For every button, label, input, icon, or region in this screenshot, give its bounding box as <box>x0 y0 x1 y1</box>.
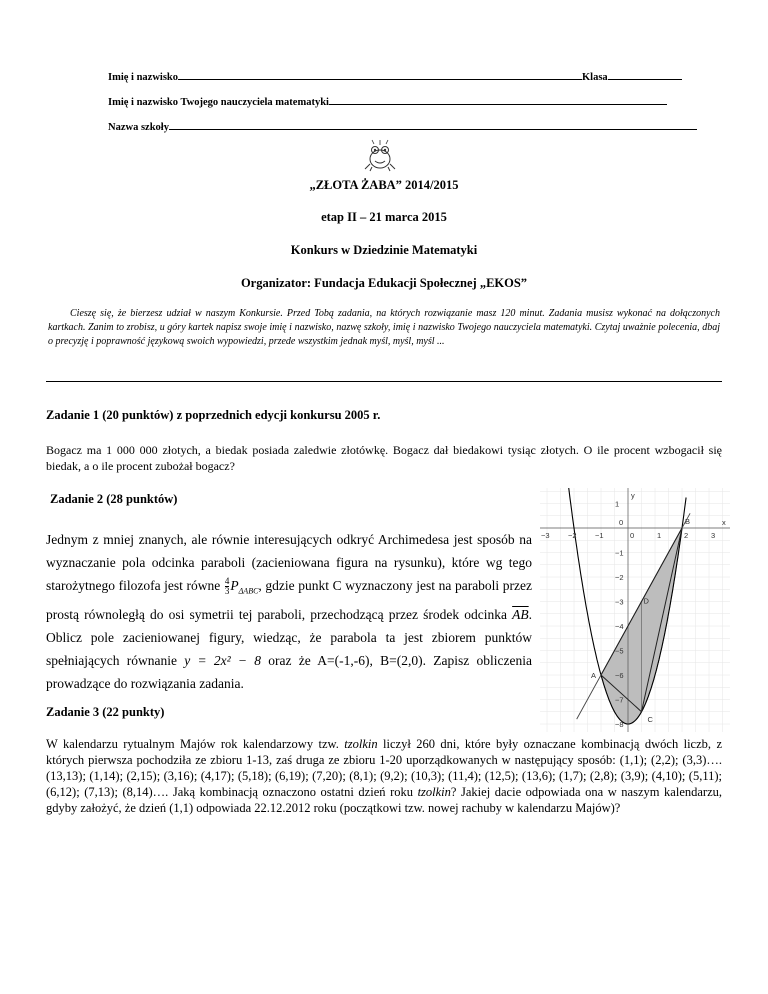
organizer: Organizator: Fundacja Edukacji Społecznej „EKOS” <box>240 276 528 290</box>
divider <box>46 381 722 382</box>
task3-p1: W kalendarzu rytualnym Majów rok kalendarzowy tzw. <box>46 737 345 751</box>
task1-heading: Zadanie 1 (20 punktów) z poprzednich edycji konkursu 2005 r. <box>46 408 381 422</box>
x-axis-label: x <box>722 518 726 527</box>
y-tick-label: −1 <box>615 548 624 558</box>
task3-text <box>46 736 722 816</box>
y-tick-label: −6 <box>615 671 624 680</box>
point-a-label: A <box>591 671 597 680</box>
x-tick-label: −1 <box>595 531 604 540</box>
task2-heading: Zadanie 2 (28 punktów) <box>50 492 178 506</box>
frac-num: 4 <box>224 576 230 587</box>
school-field[interactable] <box>169 129 697 130</box>
name-row <box>108 72 698 83</box>
y-tick-label: −3 <box>615 597 624 607</box>
task2-p4: oraz że A=(-1,-6), B=(2,0). Zapisz obliczenia prowadzące do rozwiązania zadania. <box>46 652 532 691</box>
school-label: Nazwa szkoły <box>108 122 169 133</box>
frac-den: 3 <box>224 586 230 597</box>
x-tick-label: 1 <box>657 531 662 540</box>
name-label: Imię i nazwisko <box>108 72 179 83</box>
intro-text: Cieszę się, że bierzesz udział w naszym Konkursie. Przed Tobą zadania, na których rozwiązanie masz 120 minut. Zadania musisz wykonać na dołączonych kartkach. Zanim to zrobisz, u góry kartek napisz swoje imię i nazwisko, nazwę szkoły, imię i nazwisko Twojego nauczyciela matematyki. Czytaj uważnie polecenia, dbaj o precyzję i poprawność językową swoich wypowiedzi, przede wszystkim jednak myśl, myśl, myśl ... <box>48 308 720 347</box>
task3-heading: Zadanie 3 (22 punkty) <box>46 705 165 719</box>
y-tick-label: −8 <box>615 720 624 729</box>
task1-text: Bogacz ma 1 000 000 złotych, a biedak posiada zaledwie złotówkę. Bogacz dał biedakowi tysiąc złotych. O ile procent wzbogacił się biedak, a o ile procent zubożał bogacz? <box>46 443 722 473</box>
task2-p2: , gdzie punkt C wyznaczony jest na paraboli przez prostą równoległą do osi symetrii tej paraboli, przechodzącą przez środek odcinka <box>46 578 533 622</box>
task3-p3: ? Jakiej dacie odpowiada ona w naszym kalendarzu, gdyby założyć, że dzień (1,1) odpowiada 22.12.2012 roku (początkowi tzw. nowej rachuby w kalendarzu Majów)? <box>46 785 723 815</box>
point-c-label: C <box>647 714 653 724</box>
segment-ab: $\overline{AB}$ <box>512 606 529 622</box>
school-row <box>108 122 708 133</box>
y-tick-label: −5 <box>615 646 624 656</box>
y-tick-label: −4 <box>615 622 624 631</box>
fraction <box>225 577 230 596</box>
area-symbol: P <box>230 578 239 593</box>
stage-date: etap II – 21 marca 2015 <box>321 210 447 224</box>
task3-p2: liczył 260 dni, które były oznaczane kombinacją dwóch liczb, z których pierwsza pochodziła ze zbioru 1-13, zaś druga ze zbioru 1-20 uporządkowanych w następujący sposób: (1,1); (2,2); (3,3)…. (13,13); (1,14); (2,15); (3,16); (4,17); (5,18); (6,19); (7,20); (8,1); (9,2); (10,3); (11,4); (12,5); (13,6); (1,7); (2,8); (3,9); (4,10); (5,11); (6,12); (7,13); (8,14)…. Jaką kombinacją oznaczono ostatni dzień roku <box>46 737 722 799</box>
task2-p1: Jednym z mniej znanych, ale równie interesujących odkryć Archimedesa jest sposób na wyznaczanie pola odcinka paraboli (zacieniowana figura na rysunku), które wg tego starożytnego filozofa jest równe <box>46 532 532 593</box>
name-field[interactable] <box>178 79 582 80</box>
area-sub: ΔABC <box>238 586 259 596</box>
origin-label: 0 <box>619 518 624 527</box>
parabola-graph <box>540 488 730 732</box>
contest-subject: Konkurs w Dziedzinie Matematyki <box>290 243 478 257</box>
tzolkin-term-2: tzolkin <box>417 785 451 799</box>
frog-logo-icon <box>360 138 400 172</box>
teacher-label: Imię i nazwisko Twojego nauczyciela matematyki <box>108 97 329 108</box>
y-tick-label: −7 <box>615 695 624 705</box>
y-axis-label: y <box>631 491 635 500</box>
x-tick-label: 3 <box>711 531 716 540</box>
contest-title: „ZŁOTA ŻABA” 2014/2015 <box>309 178 459 192</box>
y-tick-label: −2 <box>615 573 624 582</box>
class-field[interactable] <box>608 79 682 80</box>
equation: y = 2x² − 8 <box>184 652 262 668</box>
x-tick-label: 2 <box>684 531 689 540</box>
x-tick-label: −3 <box>541 531 550 540</box>
y-tick-label: 1 <box>615 499 620 509</box>
task2-p3: . Oblicz pole zacieniowanej figury, wiedząc, że parabola ta jest zbiorem punktów spełniających równanie <box>46 606 533 668</box>
x-tick-label: 0 <box>630 531 635 540</box>
tzolkin-term: tzolkin <box>344 737 378 751</box>
x-tick-label: −2 <box>568 531 577 540</box>
point-d-label: D <box>643 596 649 606</box>
teacher-row <box>108 97 704 108</box>
class-label: Klasa <box>582 72 608 83</box>
point-b-label: B <box>685 517 691 526</box>
task2-text <box>46 528 532 695</box>
teacher-field[interactable] <box>329 104 667 105</box>
